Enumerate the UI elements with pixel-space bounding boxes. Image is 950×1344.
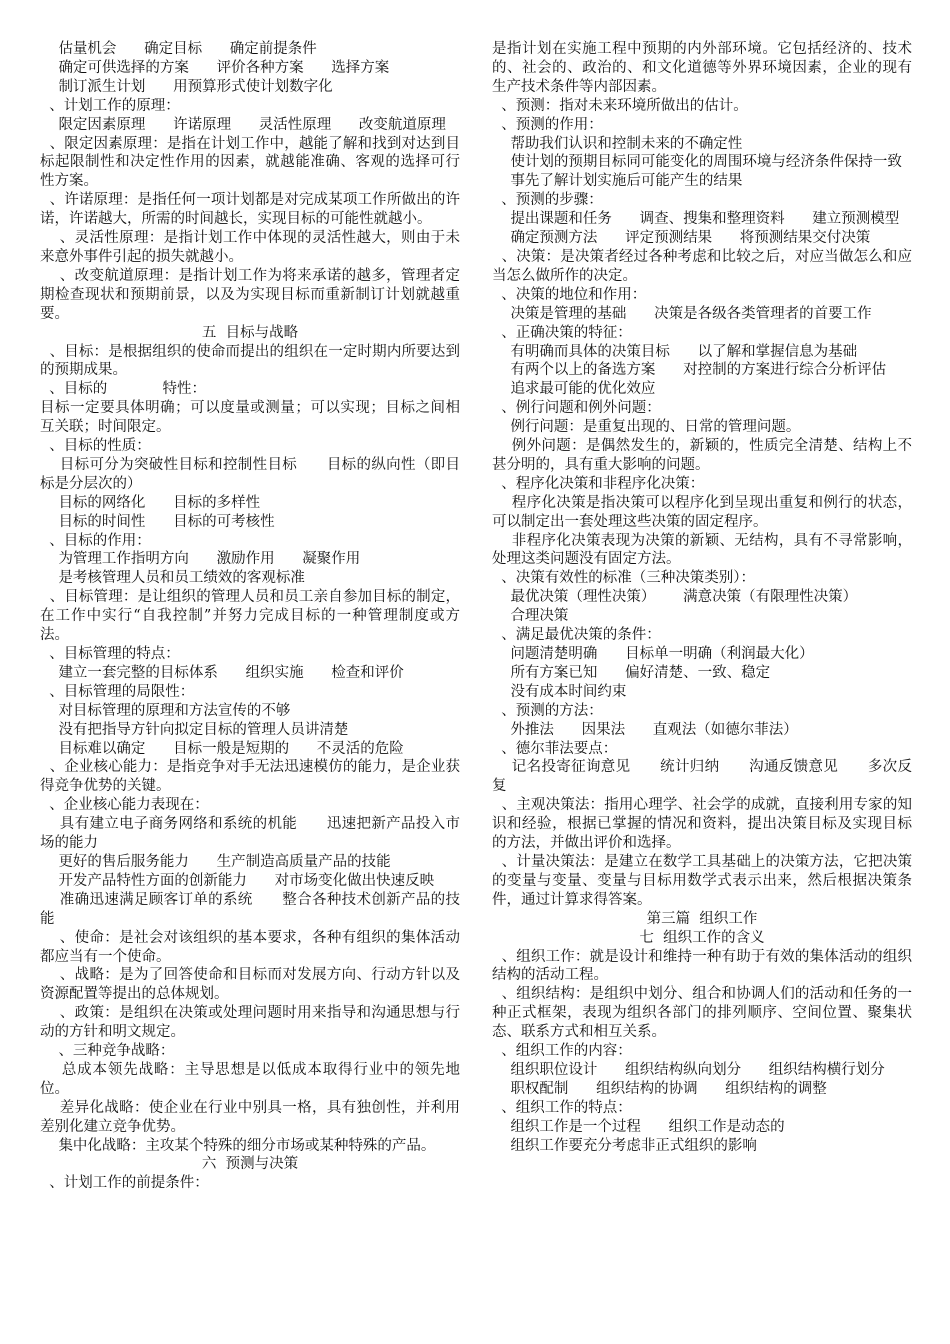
text-line: 开发产品特性方面的创新能力 对市场变化做出快速反映 xyxy=(40,872,435,889)
text-line: 是指计划在实施工程中预期的内外部环境。它包括经济的、技术的、社会的、政治的、和文化道德等外界环境因素，企业的现有生产技术条件等内部因素。 xyxy=(492,41,912,95)
text-line: 制订派生计划 用预算形式使计划数字化 xyxy=(40,78,333,95)
text-line: 非程序化决策表现为决策的新颖、无结构，具有不寻常影响，处理这类问题没有固定方法。 xyxy=(492,532,912,568)
text-line: 、企业核心能力表现在： xyxy=(40,797,209,814)
text-line: 对目标管理的原理和方法宣传的不够 xyxy=(40,702,291,719)
text-line: 事先了解计划实施后可能产生的结果 xyxy=(492,173,743,190)
text-line: 合理决策 xyxy=(492,608,569,625)
text-line: 、组织工作的内容： xyxy=(492,1043,632,1060)
text-line: 程序化决策是指决策可以程序化到呈现出重复和例行的状态，可以制定出一套处理这些决策的固定程序。 xyxy=(492,494,912,530)
text-line: 有两个以上的备选方案 对控制的方案进行综合分析评估 xyxy=(492,362,887,379)
right-column xyxy=(492,40,912,1155)
text-line: 组织工作是一个过程 组织工作是动态的 xyxy=(492,1118,785,1135)
text-line: 、组织结构：是组织中划分、组合和协调人们的活动和任务的一种正式框架，表现为组织各部门的排列顺序、空间位置、聚集状态、联系方式和相互关系。 xyxy=(492,986,913,1041)
text-line: 例行问题：是重复出现的、日常的管理问题。 xyxy=(492,419,801,436)
text-line: 目标一定要具体明确；可以度量或测量；可以实现；目标之间相互关联；时间限定。 xyxy=(40,400,460,436)
text-line: 、预测的步骤： xyxy=(492,192,603,209)
text-line: 组织工作要充分考虑非正式组织的影响 xyxy=(492,1137,757,1154)
text-line: 、限定因素原理：是指在计划工作中，越能了解和找到对达到目标起限制性和决定性作用的因素，就越能准确、客观的选择可行性方案。 xyxy=(40,135,461,190)
text-line: 、组织工作的特点： xyxy=(492,1099,632,1116)
text-line: 例外问题：是偶然发生的，新颖的，性质完全清楚、结构上不甚分明的，具有重大影响的问题。 xyxy=(492,438,912,473)
text-line: 职权配制 组织结构的协调 组织结构的调整 xyxy=(492,1080,827,1097)
text-line: 最优决策（理性决策） 满意决策（有限理性决策） xyxy=(492,589,858,606)
section-heading: 五 目标与战略 xyxy=(201,324,299,341)
text-line: 记名投寄征询意见 统计归纳 沟通反馈意见 多次反复 xyxy=(492,759,912,795)
text-line: 、目标：是根据组织的使命而提出的组织在一定时期内所要达到的预期成果。 xyxy=(40,343,461,379)
section-heading: 六 预测与决策 xyxy=(201,1156,299,1173)
text-line: 、满足最优决策的条件： xyxy=(492,627,661,644)
text-line: 、德尔菲法要点： xyxy=(492,740,618,757)
text-line: 建立一套完整的目标体系 组织实施 检查和评价 xyxy=(40,664,404,681)
text-line: 目标难以确定 目标一般是短期的 不灵活的危险 xyxy=(40,740,404,757)
text-line: 、程序化决策和非程序化决策： xyxy=(492,475,705,492)
text-line: 、目标管理：是让组织的管理人员和员工亲自参加目标的制定，在工作中实行“自我控制”并努力完成目标的一种管理制度或方法。 xyxy=(40,589,461,644)
text-line: 目标可分为突破性目标和控制性目标 目标的纵向性（即目标是分层次的） xyxy=(40,456,460,492)
text-line: 估量机会 确定目标 确定前提条件 xyxy=(40,41,317,57)
text-line: 目标的时间性 目标的可考核性 xyxy=(40,513,275,530)
text-line: 、灵活性原理：是指计划工作中体现的灵活性越大，则由于未来意外事件引起的损失就越小。 xyxy=(40,230,460,265)
text-line: 集中化战略：主攻某个特殊的细分市场或某种特殊的产品。 xyxy=(40,1137,436,1154)
text-line: 、例行问题和例外问题： xyxy=(492,400,661,417)
text-line: 使计划的预期目标同可能变化的周围环境与经济条件保持一致 xyxy=(492,154,902,171)
text-line: 具有建立电子商务网络和系统的机能 迅速把新产品投入市场的能力 xyxy=(40,816,460,852)
text-line: 、计量决策法：是建立在数学工具基础上的决策方法，它把决策的变量与变量、变量与目标用数学式表示出来，然后根据决策条件，通过计算求得答案。 xyxy=(492,853,913,908)
text-line: 、决策的地位和作用： xyxy=(492,286,647,303)
text-line: 更好的售后服务能力 生产制造高质量产品的技能 xyxy=(40,853,391,870)
text-line: 追求最可能的优化效应 xyxy=(492,381,656,398)
left-column xyxy=(40,40,460,1193)
text-line: 限定因素原理 许诺原理 灵活性原理 改变航道原理 xyxy=(40,116,446,133)
text-line: 是考核管理人员和员工绩效的客观标准 xyxy=(40,570,305,587)
text-line: 、计划工作的前提条件： xyxy=(40,1175,209,1192)
text-line: 、改变航道原理：是指计划工作为将来承诺的越多，管理者定期检查现状和预期前景，以及为实现目标而重新制订计划就越重要。 xyxy=(40,267,460,322)
text-line: 、目标的作用： xyxy=(40,532,151,549)
text-line: 、主观决策法：指用心理学、社会学的成就，直接利用专家的知识和经验，根据已掌握的情况和资料，提出决策目标及实现目标的方法，并做出评价和选择。 xyxy=(492,797,913,852)
text-line: 所有方案已知 偏好清楚、一致、稳定 xyxy=(492,664,771,681)
text-line: 问题清楚明确 目标单一明确（利润最大化） xyxy=(492,646,814,662)
text-line: 目标的网络化 目标的多样性 xyxy=(40,494,261,511)
section-heading: 第三篇 组织工作 xyxy=(646,910,758,927)
text-line: 、计划工作的原理： xyxy=(40,97,180,114)
text-line: 差异化战略：使企业在行业中别具一格，具有独创性，并利用差别化建立竞争优势。 xyxy=(40,1099,460,1135)
text-line: 、正确决策的特征： xyxy=(492,324,632,341)
text-line: 没有成本时间约束 xyxy=(492,683,627,700)
text-line: 、目标管理的特点： xyxy=(40,646,180,662)
text-line: 、许诺原理：是指任何一项计划都是对完成某项工作所做出的许诺，许诺越大，所需的时间越长，实现目标的可能性就越小。 xyxy=(40,192,461,228)
text-line: 没有把指导方针向拟定目标的管理人员讲清楚 xyxy=(40,721,349,738)
text-line: 组织职位设计 组织结构纵向划分 组织结构横行划分 xyxy=(492,1061,885,1078)
text-line: 决策是管理的基础 决策是各级各类管理者的首要工作 xyxy=(492,305,872,322)
text-line: 、预测的方法： xyxy=(492,702,603,719)
text-line: 总成本领先战略：主导思想是以低成本取得行业中的领先地位。 xyxy=(40,1061,461,1097)
text-line: 有明确而具体的决策目标 以了解和掌握信息为基础 xyxy=(492,343,858,360)
text-line: 、战略：是为了回答使命和目标而对发展方向、行动方针以及资源配置等提出的总体规划。 xyxy=(40,967,460,1003)
text-line: 、使命：是社会对该组织的基本要求，各种有组织的集体活动都应当有一个使命。 xyxy=(40,929,460,965)
text-line: 为管理工作指明方向 激励作用 凝聚作用 xyxy=(40,551,361,568)
text-line: 、预测：指对未来环境所做出的估计。 xyxy=(492,97,748,114)
text-line: 、目标的 特性： xyxy=(40,381,207,398)
text-line: 、决策：是决策者经过各种考虑和比较之后，对应当做怎么和应当怎么做所作的决定。 xyxy=(492,248,913,284)
text-line: 、企业核心能力：是指竞争对手无法迅速模仿的能力，是企业获得竞争优势的关键。 xyxy=(40,759,461,795)
text-line: 帮助我们认识和控制未来的不确定性 xyxy=(492,135,743,152)
text-line: 外推法 因果法 直观法（如德尔菲法） xyxy=(492,721,798,738)
text-line: 确定可供选择的方案 评价各种方案 选择方案 xyxy=(40,59,390,76)
text-line: 确定预测方法 评定预测结果 将预测结果交付决策 xyxy=(492,230,871,247)
text-line: 准确迅速满足顾客订单的系统 整合各种技术创新产品的技能 xyxy=(40,891,460,927)
text-line: 、政策：是组织在决策或处理问题时用来指导和沟通思想与行动的方针和明文规定。 xyxy=(40,1005,460,1041)
text-line: 、预测的作用： xyxy=(492,116,603,133)
text-line: 、目标管理的局限性： xyxy=(40,683,195,700)
text-line: 、决策有效性的标准（三种决策类别）： xyxy=(492,570,755,587)
text-line: 、三种竞争战略： xyxy=(40,1043,175,1060)
text-line: 、目标的性质： xyxy=(40,438,151,455)
text-line: 、组织工作：就是设计和维持一种有助于有效的集体活动的组织结构的活动工程。 xyxy=(492,948,913,984)
section-heading: 七 组织工作的含义 xyxy=(639,929,765,946)
text-line: 提出课题和任务 调查、搜集和整理资料 建立预测模型 xyxy=(492,211,900,228)
